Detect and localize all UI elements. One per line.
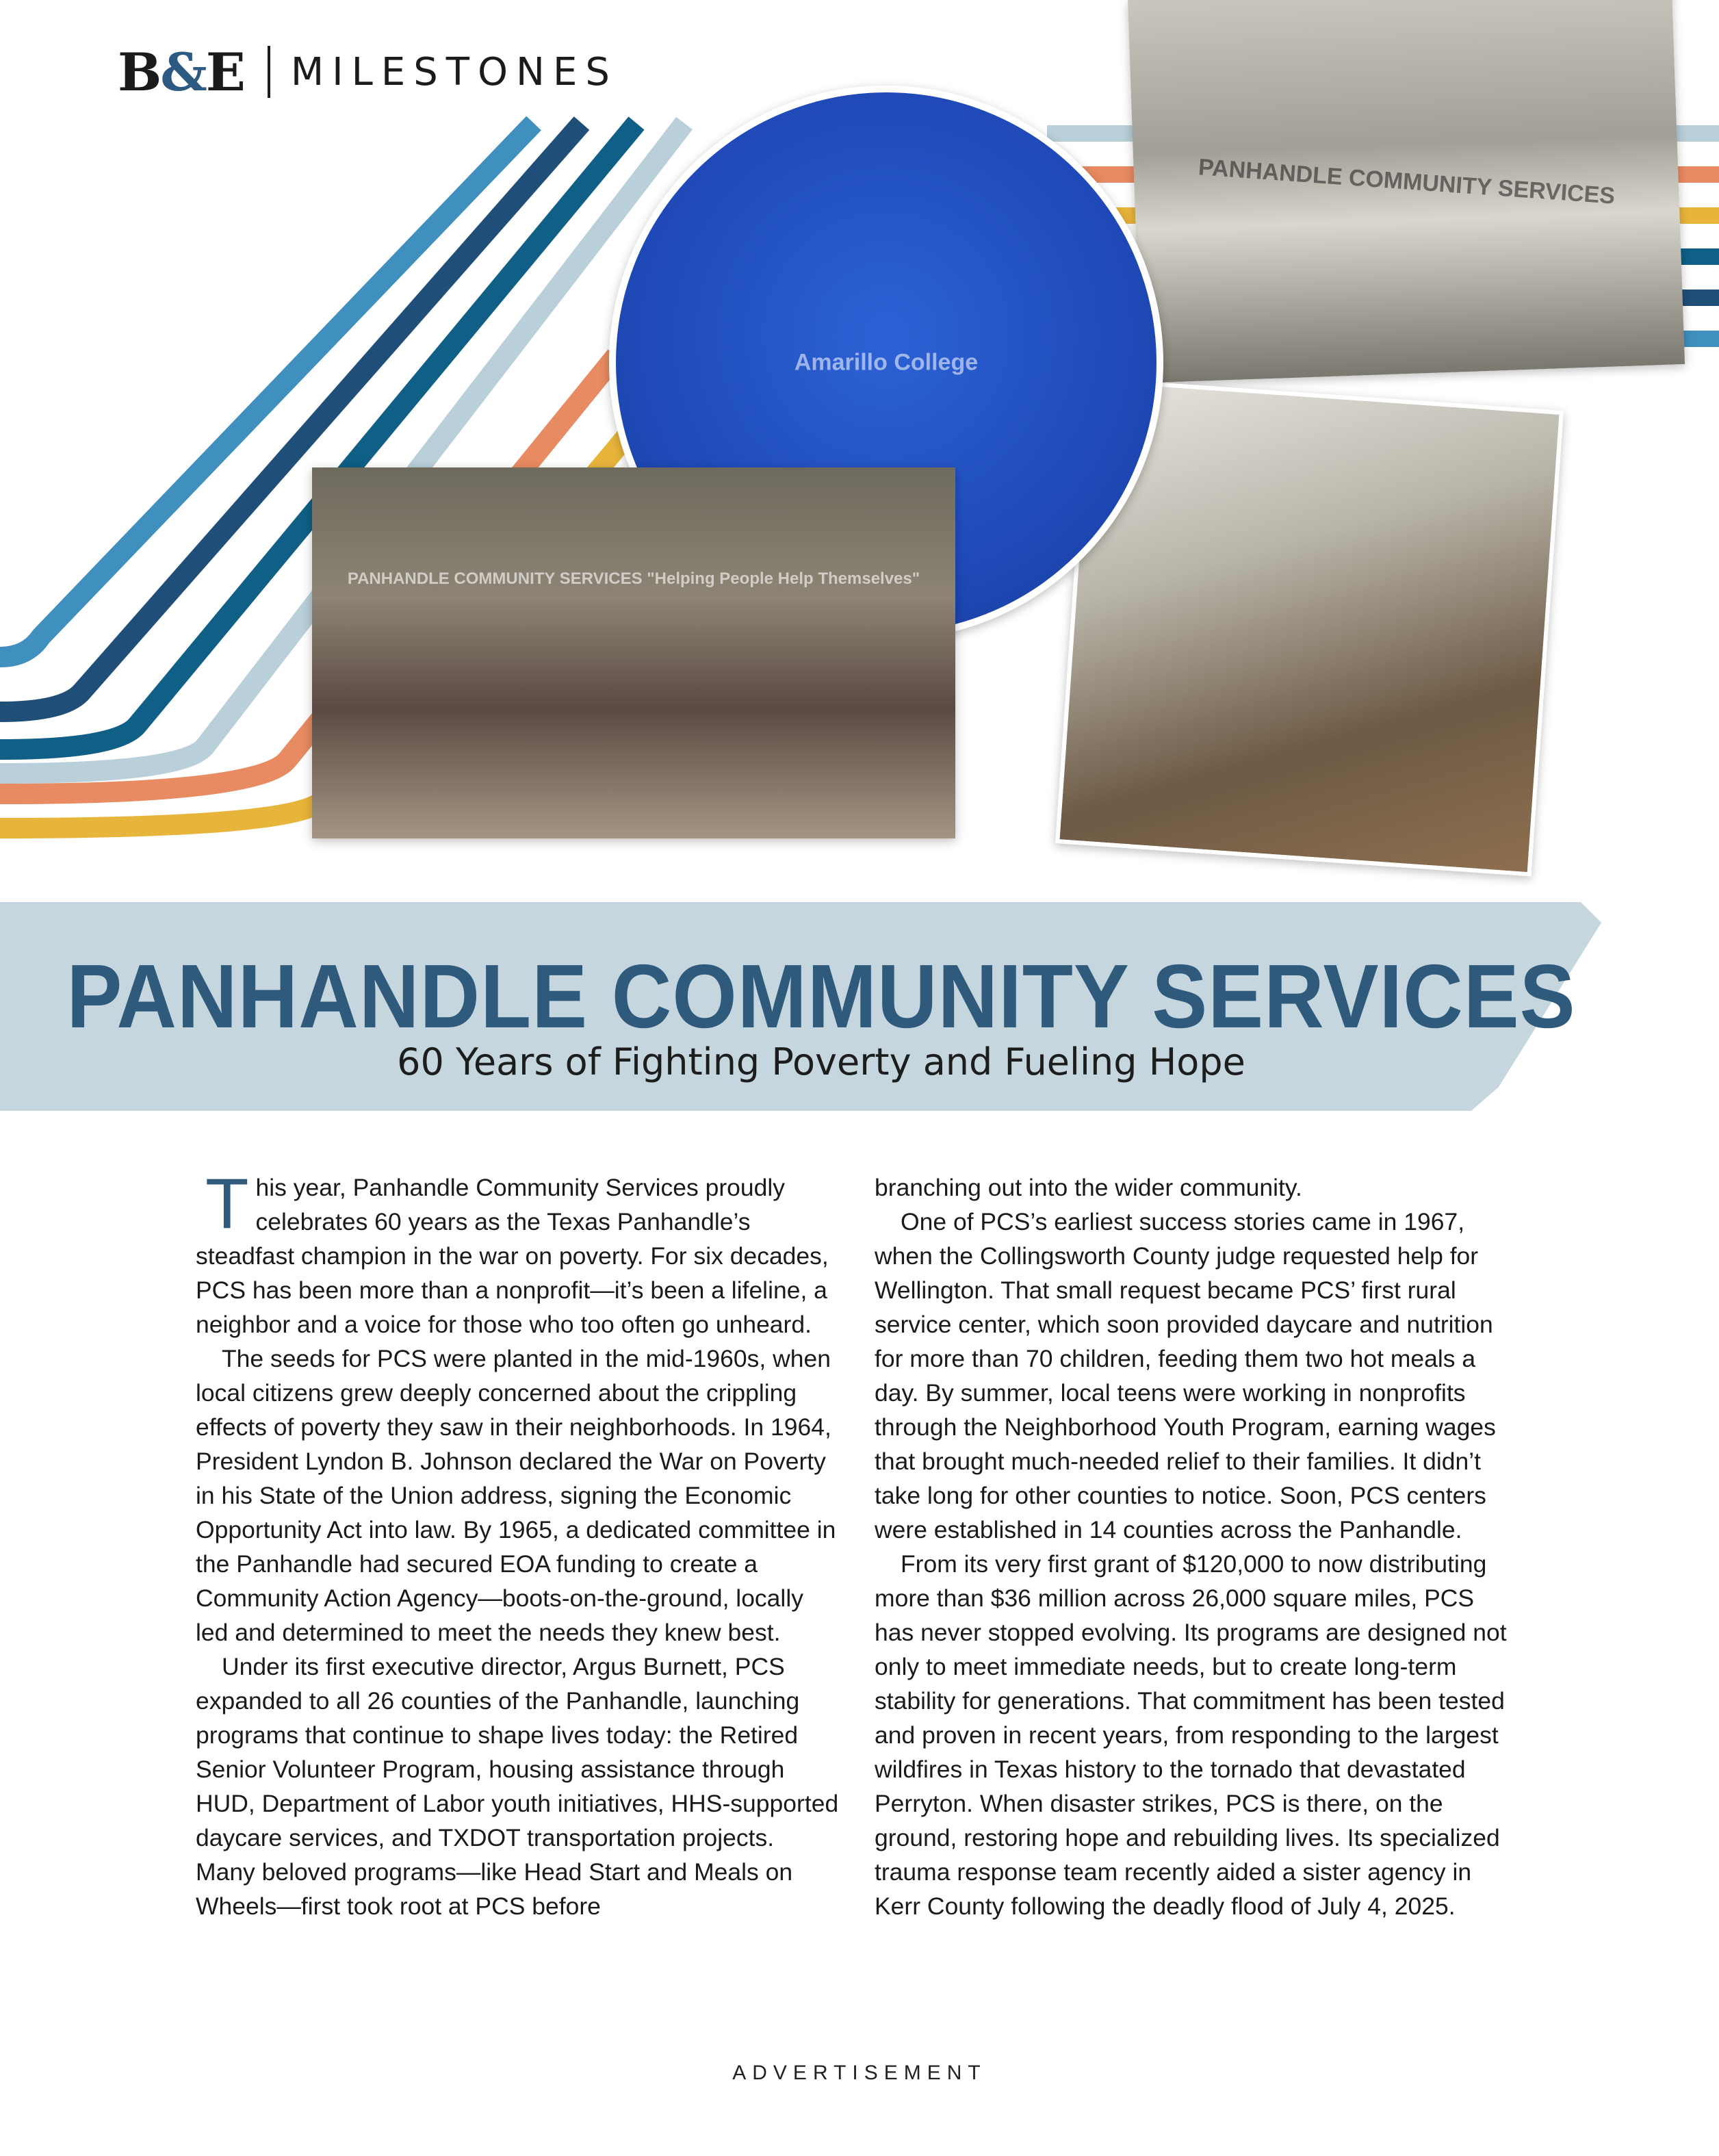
paragraph: From its very first grant of $120,000 to now distributing more than $36 million across 26,000 square miles, PCS has never stopped evolving. Its programs are designed not only to meet immediate needs, but to create long-term stability for generations. That commitment has been tested and proven in recent years, from responding to the largest wildfires in Texas history to the tornado that devastated Perryton. When disaster strikes, PCS is there, on the ground, restoring hope and rebuilding lives. Its specialized trauma response team recently aided a sister agency in Kerr County following the deadly flood of July 4, 2025. [875,1550,1507,1920]
article-title: PANHANDLE COMMUNITY SERVICES [66,946,1576,1047]
parade-float-photo [1128,0,1685,383]
advertisement-label: ADVERTISEMENT [732,2062,987,2084]
paragraph: This year, Panhandle Community Services proudly celebrates 60 years as the Texas Panhandle’s steadfast champion in the war on poverty. For six decades, PCS has been more than a nonprofit—it’s been a lifeline, a neighbor and a voice for those who too often go unheard. [196,1164,829,1338]
brand-logo: B&E [118,41,244,103]
masthead-divider [268,46,270,98]
drop-cap: T [205,1164,249,1244]
article-column-right [875,1170,1518,1923]
gate-sign-text: PANHANDLE COMMUNITY SERVICES "Helping People Help Themselves" [347,569,920,588]
paragraph: The seeds for PCS were planted in the mid-1960s, when local citizens grew deeply concerned about the crippling effects of poverty they saw in their neighborhoods. In 1964, President Lyndon B. Johnson declared the War on Poverty in his State of the Union address, signing the Economic Opportunity Act into law. By 1965, a dedicated committee in the Panhandle had secured EOA funding to create a Community Action Agency—boots-on-the-ground, locally led and determined to meet the needs they knew best. [196,1345,836,1646]
masthead [118,41,618,103]
paragraph: Under its first executive director, Argus Burnett, PCS expanded to all 26 counties of the Panhandle, launching programs that continue to shape lives today: the Retired Senior Volunteer Program, housing assistance through HUD, Department of Labor youth initiatives, HHS-supported daycare services, and TXDOT transportation projects. Many beloved programs—like Head Start and Meals on Wheels—first took root at PCS before [196,1653,839,1920]
crowd-photo [312,467,955,838]
college-banner-text: Amarillo College [794,349,979,376]
article-column-left [196,1164,839,1923]
paragraph: One of PCS’s earliest success stories came in 1967, when the Collingsworth County judge requested help for Wellington. That small request became PCS’ first rural service center, which soon provided daycare and nutrition for more than 70 children, feeding them two hot meals a day. By summer, local teens were working in nonprofits through the Neighborhood Youth Program, earning wages that brought much-needed relief to their families. It didn’t take long for other counties to notice. Soon, PCS centers were established in 14 counties across the Panhandle. [875,1208,1496,1543]
section-label: MILESTONES [290,49,618,94]
float-banner-text: PANHANDLE COMMUNITY SERVICES [1197,154,1616,209]
paragraph: branching out into the wider community. [875,1174,1302,1201]
article-subtitle: 60 Years of Fighting Poverty and Fueling Hope [397,1040,1245,1083]
